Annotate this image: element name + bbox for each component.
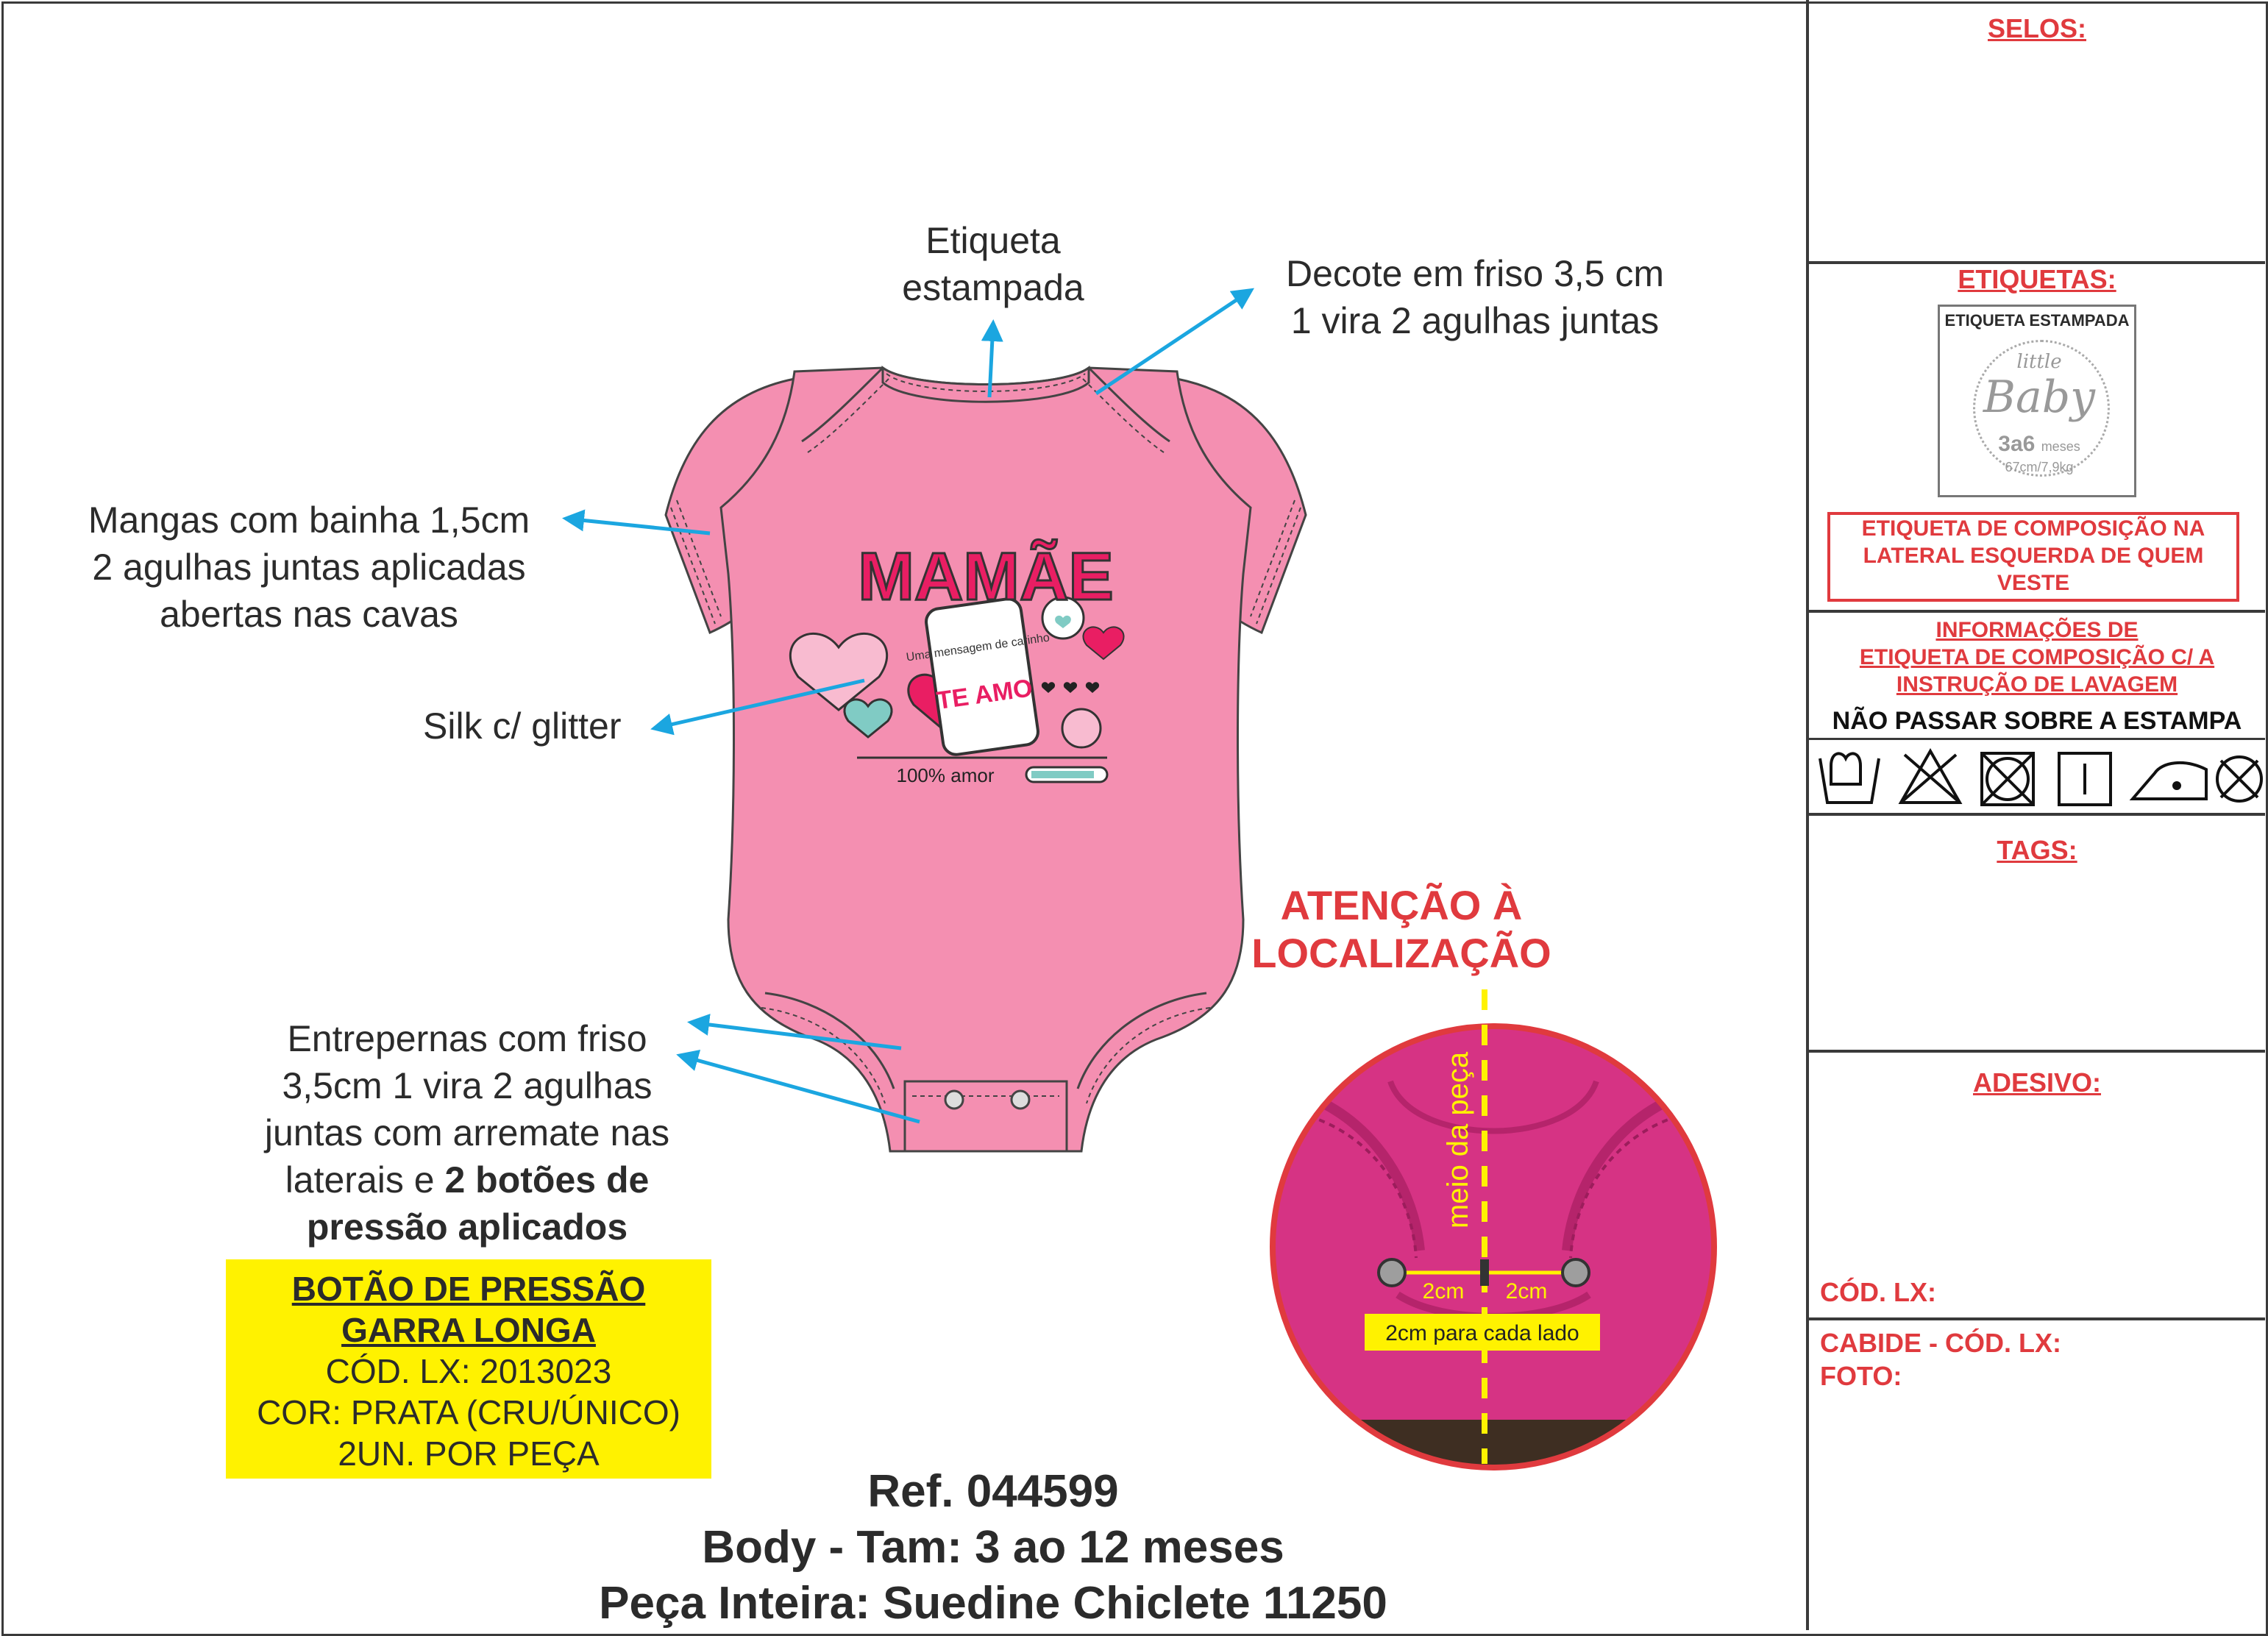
section-tags	[1809, 816, 2265, 1053]
foto-label: FOTO:	[1820, 1361, 1902, 1391]
label-sample-size: 3a6	[1998, 432, 2036, 456]
etiquetas-title: ETIQUETAS:	[1958, 264, 2116, 294]
composition-note-line1: ETIQUETA DE COMPOSIÇÃO NA	[1861, 516, 2205, 541]
annotation-entrepernas-line4b: 2 botões de	[444, 1159, 650, 1201]
annotation-entrepernas-line4	[213, 1156, 721, 1203]
annotation-entrepernas	[213, 1015, 721, 1251]
attention-title-line1: ATENÇÃO À	[1280, 882, 1523, 928]
no-iron-print-warning: NÃO PASSAR SOBRE A ESTAMPA	[1832, 707, 2242, 735]
iron-low-icon	[2133, 763, 2206, 799]
section-adesivo	[1809, 1053, 2265, 1320]
care-info-line2: ETIQUETA DE COMPOSIÇÃO C/ A	[1859, 645, 2215, 669]
annotation-etiqueta-line2: estampada	[902, 267, 1084, 308]
annotation-entrepernas-line2: 3,5cm 1 vira 2 agulhas	[282, 1065, 653, 1106]
button-box-quantity: 2UN. POR PEÇA	[338, 1434, 600, 1473]
center-line-label: meio da peça	[1442, 1051, 1474, 1228]
print-phone-text: Uma mensagem de carinho	[905, 631, 1051, 664]
spec-sidebar	[1806, 0, 2265, 1630]
annotation-entrepernas-line3: juntas com arremate nas	[264, 1112, 670, 1153]
annotation-decote-line1: Decote em friso 3,5 cm	[1285, 253, 1665, 294]
crotch-tab	[905, 1081, 1067, 1151]
label-sample-brand-top: little	[2016, 351, 2062, 373]
button-box-code: CÓD. LX: 2013023	[325, 1352, 612, 1390]
annotation-mangas-line3: abertas nas cavas	[160, 594, 458, 635]
composition-note-line3: VESTE	[1997, 571, 2070, 595]
annotation-etiqueta-line1: Etiqueta	[925, 220, 1061, 261]
care-info-line1: INFORMAÇÕES DE	[1935, 618, 2139, 642]
label-sample-months: meses	[2041, 439, 2080, 454]
annotation-silk-text: Silk c/ glitter	[423, 705, 622, 747]
reference-block	[441, 1464, 1545, 1632]
annotation-decote	[1236, 250, 1714, 344]
snap-button-info-box	[226, 1259, 711, 1479]
section-selos	[1809, 0, 2265, 264]
button-box-title-line2: GARRA LONGA	[341, 1311, 596, 1349]
care-symbols	[1809, 738, 2265, 814]
selos-title: SELOS:	[1987, 13, 2086, 43]
label-sample-title: ETIQUETA ESTAMPADA	[1944, 311, 2130, 330]
annotation-entrepernas-line1: Entrepernas com friso	[287, 1018, 647, 1059]
button-box-title-line1: BOTÃO DE PRESSÃO	[291, 1270, 646, 1308]
print-word: MAMÃE	[858, 539, 1114, 614]
print-te-amo: TE AMO	[934, 674, 1034, 716]
cabide-code-label: CABIDE - CÓD. LX:	[1820, 1328, 2061, 1358]
no-bleach-icon	[1901, 751, 1960, 803]
composition-note-line2: LATERAL ESQUERDA DE QUEM	[1863, 544, 2204, 568]
snap-button-right	[1012, 1091, 1029, 1109]
hand-wash-icon	[1820, 753, 1879, 803]
no-dry-clean-icon	[2217, 757, 2261, 801]
annotation-silk	[423, 703, 622, 750]
adesivo-code-label: CÓD. LX:	[1820, 1277, 1936, 1307]
printed-label-sample	[1938, 305, 2136, 497]
measure-right: 2cm	[1505, 1279, 1548, 1304]
annotation-etiqueta	[846, 217, 1140, 311]
care-info-line3: INSTRUÇÃO DE LAVAGEM	[1896, 672, 2178, 697]
label-sample-measure: 67cm/7,9kg	[2005, 460, 2074, 474]
snap-button-left	[945, 1091, 963, 1109]
measure-each-side: 2cm para cada lado	[1385, 1321, 1579, 1345]
adesivo-title: ADESIVO:	[1972, 1067, 2102, 1098]
section-etiquetas	[1809, 264, 2265, 613]
annotation-entrepernas-line5: pressão aplicados	[306, 1206, 628, 1248]
no-tumble-dry-icon	[1982, 753, 2033, 805]
measure-left: 2cm	[1422, 1279, 1465, 1304]
button-box-color: COR: PRATA (CRU/ÚNICO)	[257, 1393, 680, 1432]
annotation-mangas-line1: Mangas com bainha 1,5cm	[88, 499, 530, 541]
bodysuit-body	[721, 368, 1251, 1151]
annotation-decote-line2: 1 vira 2 agulhas juntas	[1290, 300, 1660, 341]
reference-body-size: Body - Tam: 3 ao 12 meses	[702, 1522, 1284, 1573]
annotation-mangas	[29, 497, 589, 638]
attention-title-line2: LOCALIZAÇÃO	[1251, 930, 1551, 976]
detail-photo-circle	[1251, 989, 1766, 1479]
print-amor: 100% amor	[896, 764, 995, 786]
section-cabide	[1809, 1320, 2265, 1629]
section-care-info	[1809, 613, 2265, 816]
reference-fabric: Peça Inteira: Suedine Chiclete 11250	[599, 1578, 1387, 1629]
line-dry-icon	[2059, 753, 2111, 805]
reference-number: Ref. 044599	[867, 1466, 1119, 1517]
composition-label-note	[1827, 512, 2239, 602]
tags-title: TAGS:	[1997, 835, 2077, 865]
annotation-entrepernas-line4a: laterais e	[285, 1159, 445, 1201]
annotation-mangas-line2: 2 agulhas juntas aplicadas	[92, 547, 526, 588]
label-sample-brand: Baby	[1983, 371, 2096, 423]
